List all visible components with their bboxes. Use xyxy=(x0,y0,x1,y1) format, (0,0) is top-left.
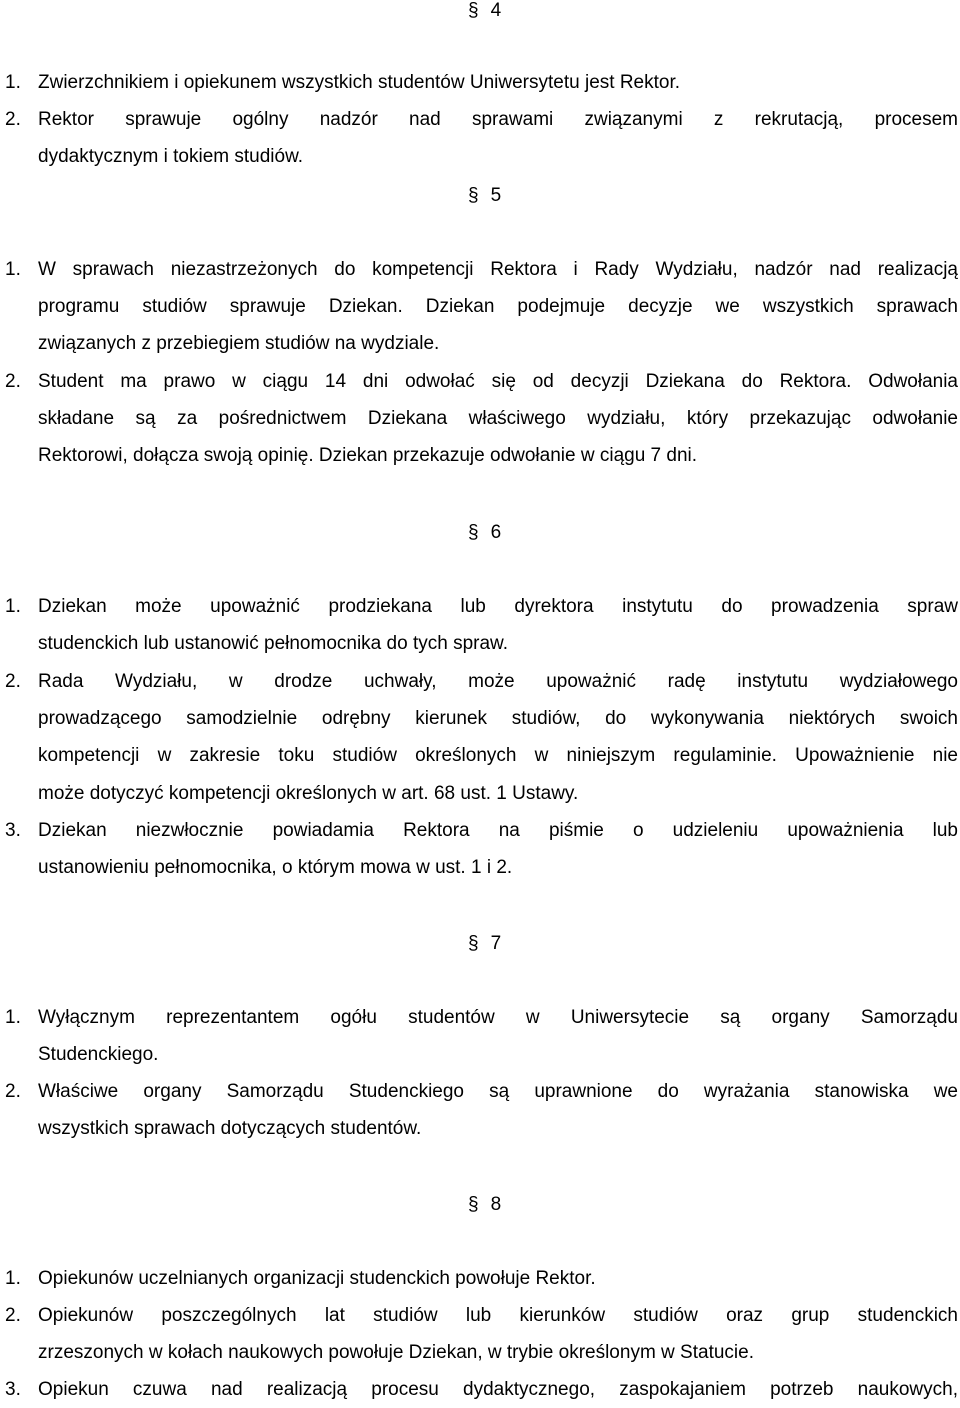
item-text-line: wszystkich sprawach dotyczących studentów. xyxy=(38,1118,422,1140)
item-text-line: Studenckiego. xyxy=(38,1044,159,1066)
item-text-line: Dziekan może upoważnić prodziekana lub dyrektora instytutu do prowadzenia spraw xyxy=(38,596,958,617)
item-text-line: Rada Wydziału, w drodze uchwały, może upoważnić radę instytutu wydziałowego xyxy=(38,671,958,692)
item-number: 1. xyxy=(5,1007,21,1028)
item-text-line: dydaktycznym i tokiem studiów. xyxy=(38,146,304,168)
section-heading-7 xyxy=(468,929,501,959)
item-number: 2. xyxy=(5,671,21,692)
list-item xyxy=(5,1371,958,1408)
item-number: 1. xyxy=(5,596,21,617)
section-sign: § xyxy=(468,0,479,21)
item-text-line: prowadzącego samodzielnie odrębny kierunek studiów, do wykonywania niektórych swoich xyxy=(38,708,958,730)
section-sign: § xyxy=(468,933,479,954)
item-number: 1. xyxy=(5,72,21,93)
item-text-line: Opiekun czuwa nad realizacją procesu dydaktycznego, zaspokajaniem potrzeb naukowych, xyxy=(38,1379,958,1400)
item-text-line: kompetencji w zakresie toku studiów określonych w niniejszym regulaminie. Upoważnienie nie xyxy=(38,745,958,767)
list-item xyxy=(5,64,958,101)
item-text-line: Dziekan niezwłocznie powiadamia Rektora na piśmie o udzieleniu upoważnienia lub xyxy=(38,820,958,841)
item-text-line: studenckich lub ustanowić pełnomocnika do tych spraw. xyxy=(38,633,508,655)
item-text-line: Rektor sprawuje ogólny nadzór nad sprawami związanymi z rekrutacją, procesem xyxy=(38,109,958,130)
item-text-line: Opiekunów uczelnianych organizacji studenckich powołuje Rektor. xyxy=(38,1268,596,1289)
item-text-line: Właściwe organy Samorządu Studenckiego są uprawnione do wyrażania stanowiska we xyxy=(38,1081,958,1102)
item-text-line: Rektorowi, dołącza swoją opinię. Dziekan przekazuje odwołanie w ciągu 7 dni. xyxy=(38,445,698,467)
section-heading-8 xyxy=(468,1190,501,1220)
item-number: 2. xyxy=(5,1081,21,1102)
item-text-line: W sprawach niezastrzeżonych do kompetencji Rektora i Rady Wydziału, nadzór nad realizacją xyxy=(38,259,958,280)
item-number: 2. xyxy=(5,371,21,392)
list-item xyxy=(5,1260,958,1297)
item-text-line: Zwierzchnikiem i opiekunem wszystkich studentów Uniwersytetu jest Rektor. xyxy=(38,72,681,93)
item-text-line: Wyłącznym reprezentantem ogółu studentów w Uniwersytecie są organy Samorządu xyxy=(38,1007,958,1028)
list-item xyxy=(5,663,958,812)
item-number: 2. xyxy=(5,109,21,130)
item-text-line: programu studiów sprawuje Dziekan. Dziekan podejmuje decyzje we wszystkich sprawach xyxy=(38,296,958,318)
item-text-line: związanych z przebiegiem studiów na wydziale. xyxy=(38,333,440,355)
list-item xyxy=(5,1073,958,1147)
item-number: 1. xyxy=(5,259,21,280)
item-text-line: ustanowieniu pełnomocnika, o którym mowa w ust. 1 i 2. xyxy=(38,857,513,879)
list-item xyxy=(5,588,958,662)
section-sign: § xyxy=(468,1194,479,1215)
item-number: 3. xyxy=(5,1379,21,1400)
section-number: 7 xyxy=(490,933,502,954)
list-item xyxy=(5,251,958,363)
item-number: 1. xyxy=(5,1268,21,1289)
item-text-line: może dotyczyć kompetencji określonych w art. 68 ust. 1 Ustawy. xyxy=(38,782,579,804)
item-text-line: zrzeszonych w kołach naukowych powołuje Dziekan, w trybie określonym w Statucie. xyxy=(38,1342,754,1364)
section-number: 6 xyxy=(490,522,502,543)
section-sign: § xyxy=(468,185,479,206)
list-item xyxy=(5,101,958,175)
list-item xyxy=(5,363,958,475)
section-heading-5 xyxy=(468,181,501,211)
section-heading-4 xyxy=(468,0,501,26)
item-number: 2. xyxy=(5,1305,21,1326)
section-sign: § xyxy=(468,522,479,543)
section-number: 4 xyxy=(490,0,502,21)
section-number: 8 xyxy=(490,1194,502,1215)
list-item xyxy=(5,999,958,1073)
item-text-line: składane są za pośrednictwem Dziekana właściwego wydziału, który przekazując odwołanie xyxy=(38,408,958,430)
list-item xyxy=(5,812,958,886)
section-heading-6 xyxy=(468,518,501,548)
item-text-line: Student ma prawo w ciągu 14 dni odwołać się od decyzji Dziekana do Rektora. Odwołania xyxy=(38,371,958,392)
section-number: 5 xyxy=(490,185,502,206)
list-item xyxy=(5,1297,958,1371)
item-text-line: Opiekunów poszczególnych lat studiów lub kierunków studiów oraz grup studenckich xyxy=(38,1305,958,1326)
item-number: 3. xyxy=(5,820,21,841)
